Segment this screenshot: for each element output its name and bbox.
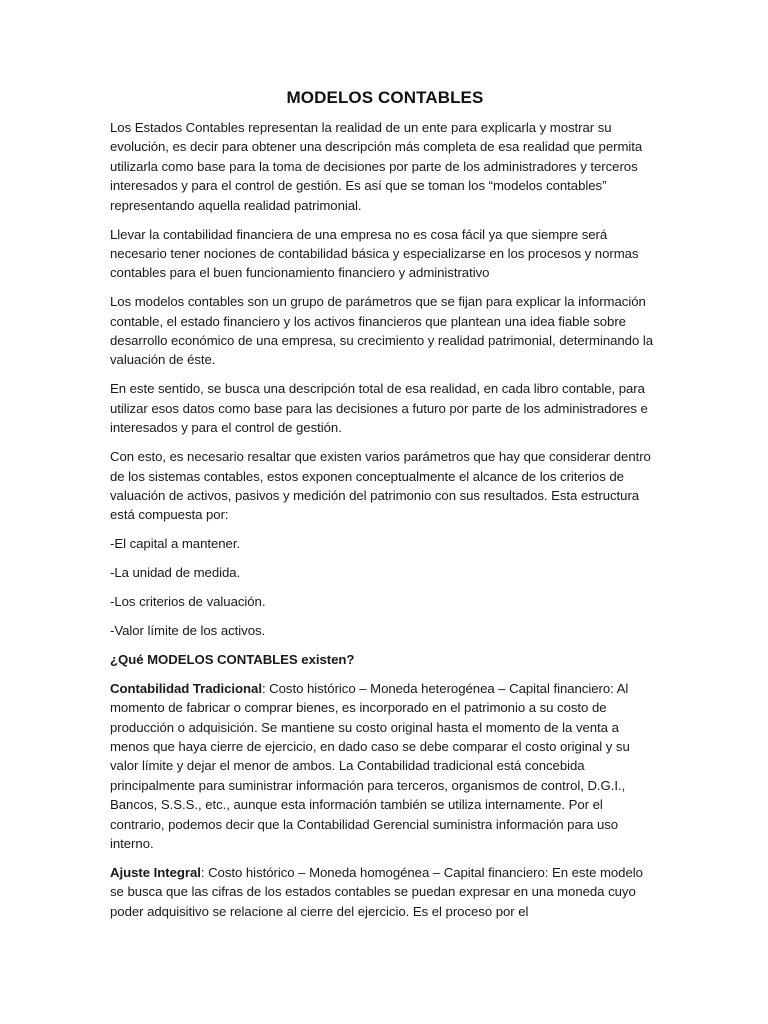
- model-integral-adjustment: [110, 863, 660, 921]
- model-name: Ajuste Integral: [110, 864, 201, 880]
- document-title: MODELOS CONTABLES: [286, 88, 484, 107]
- paragraph-description: En este sentido, se busca una descripción total de esa realidad, en cada libro contable, para utilizar esos datos como base para las decisiones a futuro por parte de los administradores e interesados y para el control de gestión.: [110, 381, 648, 436]
- section-heading: ¿Qué MODELOS CONTABLES existen?: [110, 651, 355, 667]
- list-item: -Valor límite de los activos.: [110, 622, 266, 638]
- model-traditional: [110, 679, 660, 854]
- paragraph-intro: Los Estados Contables representan la realidad de un ente para explicarla y mostrar su evolución, es decir para obtener una descripción más completa de esa realidad que permita utilizarla como base para la toma de decisiones por parte de los administradores y terceros interesados y para el control de gestión. Es así que se toman los “modelos contables” representando aquella realidad patrimonial.: [110, 120, 643, 213]
- list-item: -La unidad de medida.: [110, 565, 241, 581]
- paragraph-definition: Los modelos contables son un grupo de parámetros que se fijan para explicar la información contable, el estado financiero y los activos financieros que plantean una idea fiable sobre desarrollo económico de una empresa, su crecimiento y realidad patrimonial, determinando la valuación de éste.: [110, 294, 654, 368]
- model-description: : Costo histórico – Moneda homogénea – Capital financiero: En este modelo se busca que las cifras de los estados contables se puedan expresar en una moneda cuyo poder adquisitivo se relacione al cierre del ejercicio. Es el proceso por el: [110, 864, 643, 919]
- model-description: : Costo histórico – Moneda heterogénea – Capital financiero: Al momento de fabricar o comprar bienes, es incorporado en el patrimonio a su costo de producción o adquisición. Se mantiene su costo original hasta el momento de la venta a menos que haya cierre de ejercicio, en dado caso se debe comparar el costo original y su valor límite y dejar el menor de ambos. La Contabilidad tradicional está concebida principalmente para suministrar información para terceros, organismos de control, D.G.I., Bancos, S.S.S., etc., aunque esta información también se utiliza internamente. Por el contrario, podemos decir que la Contabilidad Gerencial suministra información para uso interno.: [110, 680, 630, 851]
- paragraph-parameters: Con esto, es necesario resaltar que existen varios parámetros que hay que considerar dentro de los sistemas contables, estos exponen conceptualmente el alcance de los criterios de valuación de activos, pasivos y medición del patrimonio con sus resultados. Esta estructura está compuesta por:: [110, 449, 651, 523]
- paragraph-financial-accounting: Llevar la contabilidad financiera de una empresa no es cosa fácil ya que siempre será necesario tener nociones de contabilidad básica y especializarse en los procesos y normas contables para el buen funcionamiento financiero y administrativo: [110, 226, 639, 281]
- model-name: Contabilidad Tradicional: [110, 680, 262, 696]
- list-item: -Los criterios de valuación.: [110, 594, 266, 610]
- list-item: -El capital a mantener.: [110, 536, 241, 552]
